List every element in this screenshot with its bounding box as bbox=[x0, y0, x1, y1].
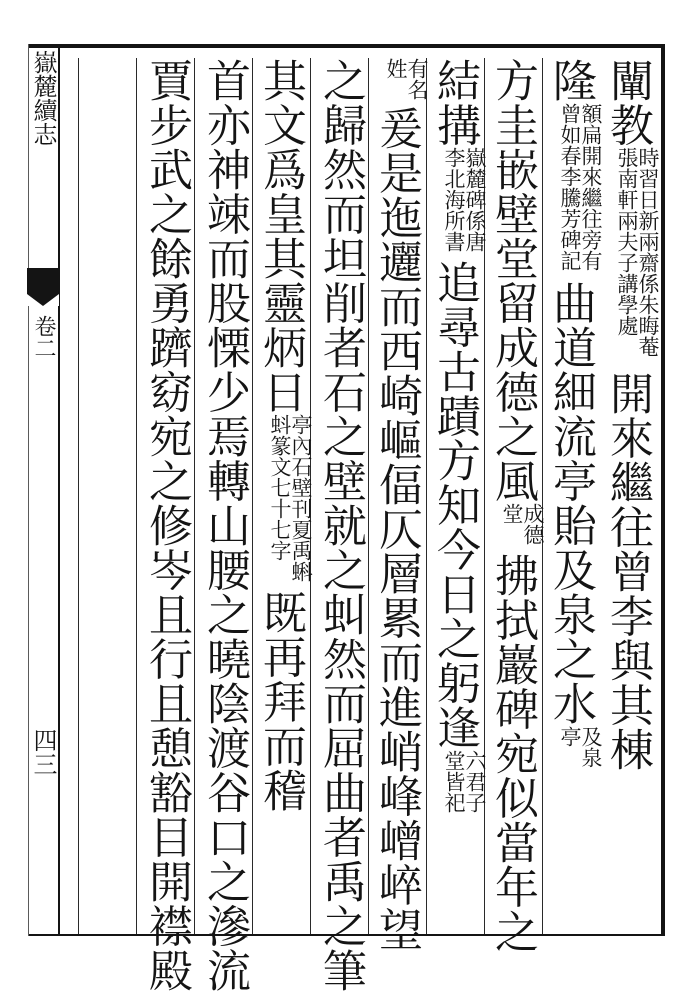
commentary-line: 蚪篆文七十七字 bbox=[268, 414, 292, 561]
text-column-10 bbox=[78, 58, 137, 934]
commentary-line: 六君子 bbox=[463, 749, 487, 813]
text-column-2 bbox=[542, 58, 601, 934]
commentary-line: 成德 bbox=[521, 503, 545, 545]
commentary-line: 亭內石壁刊夏禹蝌 bbox=[289, 414, 313, 582]
main-text: 闡教 bbox=[602, 58, 653, 147]
frame-top-border bbox=[28, 44, 665, 48]
text-column-3 bbox=[484, 58, 545, 954]
commentary-line: 額扁開來繼往旁有 bbox=[579, 102, 603, 271]
commentary-line: 姓 bbox=[384, 58, 408, 79]
commentary-note bbox=[559, 726, 601, 768]
commentary-note bbox=[443, 750, 485, 813]
fishtail-mark bbox=[27, 268, 59, 306]
main-text: 結搆 bbox=[429, 58, 480, 147]
main-text: 既再拜而稽 bbox=[255, 590, 306, 813]
main-text: 曲道細流亭貽及泉之水 bbox=[545, 280, 596, 726]
commentary-line: 堂 bbox=[500, 503, 524, 524]
frame-right-border bbox=[661, 44, 665, 936]
main-text: 開來繼往曾李與其棟 bbox=[602, 371, 653, 772]
commentary-note bbox=[443, 147, 485, 252]
text-column-1 bbox=[600, 58, 658, 934]
main-text: 賈步武之餘勇躋窈宛之修岑且行且憩豁目開襟殿 bbox=[141, 58, 192, 993]
text-column-4 bbox=[426, 58, 485, 934]
main-text: 追尋古蹟方知今日之躬逢 bbox=[429, 260, 480, 750]
commentary-line: 張南軒兩夫子講學處 bbox=[615, 147, 639, 336]
main-text: 之歸然而坦削者石之壁就之虯然而屈曲者禹之筆 bbox=[315, 58, 366, 993]
margin-outer-rule bbox=[28, 44, 29, 936]
commentary-line: 嶽麓碑係唐 bbox=[463, 147, 487, 252]
text-column-7 bbox=[252, 58, 311, 934]
main-text: 其文爲皇其靈炳日 bbox=[255, 58, 306, 414]
text-column-8 bbox=[194, 58, 253, 993]
commentary-line: 亭 bbox=[558, 725, 582, 747]
commentary-note bbox=[559, 103, 601, 271]
margin-page-number: 四三 bbox=[29, 728, 57, 776]
commentary-line: 堂皆祀 bbox=[442, 749, 466, 813]
commentary-note bbox=[385, 58, 427, 100]
commentary-note bbox=[616, 147, 658, 357]
commentary-note bbox=[269, 414, 311, 582]
frame-inner-left-border bbox=[58, 44, 60, 936]
commentary-line: 李北海所書 bbox=[442, 147, 466, 252]
commentary-line: 曾如春李騰芳碑記 bbox=[558, 102, 582, 271]
margin-book-title: 嶽麓續志 bbox=[29, 50, 57, 146]
text-column-5 bbox=[368, 58, 429, 952]
commentary-line: 有名 bbox=[405, 58, 429, 100]
main-text: 隆 bbox=[545, 58, 596, 103]
main-text: 方圭嵌壁堂留成德之風 bbox=[487, 58, 538, 503]
main-text: 爰是迤邐而西崎嶇偪仄層累而進峭峰嶒崪望 bbox=[371, 106, 422, 952]
main-text: 首亦神竦而股慄少焉轉山腰之曉陰渡谷口之滲流 bbox=[199, 58, 250, 993]
margin-volume-label: 卷二 bbox=[31, 315, 56, 359]
text-column-9 bbox=[136, 58, 195, 993]
main-text: 拂拭巖碑宛似當年之 bbox=[487, 553, 538, 954]
commentary-line: 及泉 bbox=[579, 725, 603, 768]
commentary-note bbox=[501, 503, 543, 545]
commentary-line: 時習日新兩齋係朱晦菴 bbox=[636, 147, 660, 357]
text-column-6 bbox=[310, 58, 369, 993]
